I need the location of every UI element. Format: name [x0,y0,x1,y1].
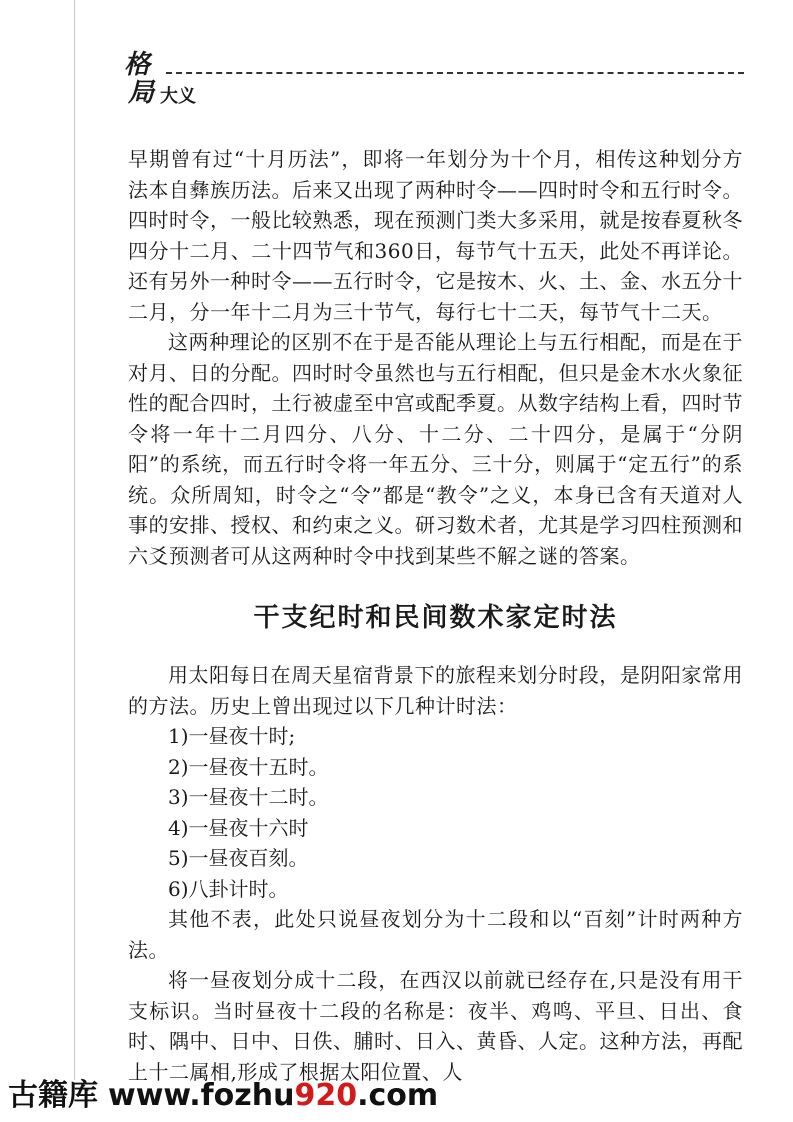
paragraph-calendars: 早期曾有过“十月历法”，即将一年划分为十个月，相传这种划分方法本自彝族历法。后来又出现了两种时令——四时时令和五行时令。四时时令，一般比较熟悉，现在预测门类大多采用，就是按春夏秋冬四分十二月、二十四节气和360日，每节气十五天，此处不再详论。还有另外一种时令——五行时令，它是按木、火、土、金、水五分十二月，分一年十二月为三十节气，每行七十二天，每节气十二天。 [128,147,743,324]
list-item: 5)一昼夜百刻。 [168,846,309,870]
list-item: 6)八卦计时。 [168,876,289,901]
paragraph-twelve-periods: 将一昼夜划分成十二段，在西汉以前就已经存在,只是没有用干支标识。当时昼夜十二段的名称是：夜半、鸡鸣、平旦、日出、食时、隅中、日中、日佚、脯时、日入、黄昏、人定。这种方法，再配上十二属相,形成了根据太阳位置、人 [128,968,743,1084]
header-logo [124,52,224,114]
section-title: 干支纪时和民间数术家定时法 [253,603,618,633]
binding-line [74,0,75,1080]
header-dashed-rule [166,72,744,74]
footer-watermark [8,1076,788,1116]
footer-url [108,1078,438,1113]
paragraph-methods: 其他不表，此处只说昼夜划分为十二段和以“百刻”计时两种方法。 [128,907,743,962]
list-item: 3)一昼夜十二时。 [168,785,329,809]
logo-char-2: 局 [128,78,155,108]
footer-url-highlight: 920 [294,1078,358,1113]
paragraph-intro: 用太阳每日在周天星宿背景下的旅程来划分时段，是阴阳家常用的方法。历史上曾出现过以下几种计时法： [128,663,743,718]
list-item: 1)一昼夜十时; [168,724,296,748]
top-text-block [128,144,743,571]
footer-url-suffix: .com [357,1078,439,1113]
logo-subtitle: 大义 [160,86,196,107]
logo-char-1: 格 [124,50,151,80]
list-item: 2)一昼夜十五时。 [168,754,329,779]
bottom-text-block [128,660,743,1087]
footer-url-prefix: www.fozhu [108,1078,295,1113]
list-item: 4)一昼夜十六时 [168,815,309,840]
paragraph-differences: 这两种理论的区别不在于是否能从理论上与五行相配，而是在于对月、日的分配。四时时令虽然也与五行相配，但只是金木水火象征性的配合四时，土行被虚至中宫或配季夏。从数字结构上看，四时节令将一年十二月四分、八分、十二分、二十四分，是属于“分阴阳”的系统，而五行时令将一年五分、三十分，则属于“定五行”的系统。众所周知，时令之“令”都是“教令”之义，本身已含有天道对人事的安排、授权、和约束之义。研习数术者，尤其是学习四柱预测和六爻预测者可从这两种时令中找到某些不解之谜的答案。 [128,330,743,568]
timekeeping-list [128,721,743,904]
footer-brand: 古籍库 [8,1078,98,1113]
